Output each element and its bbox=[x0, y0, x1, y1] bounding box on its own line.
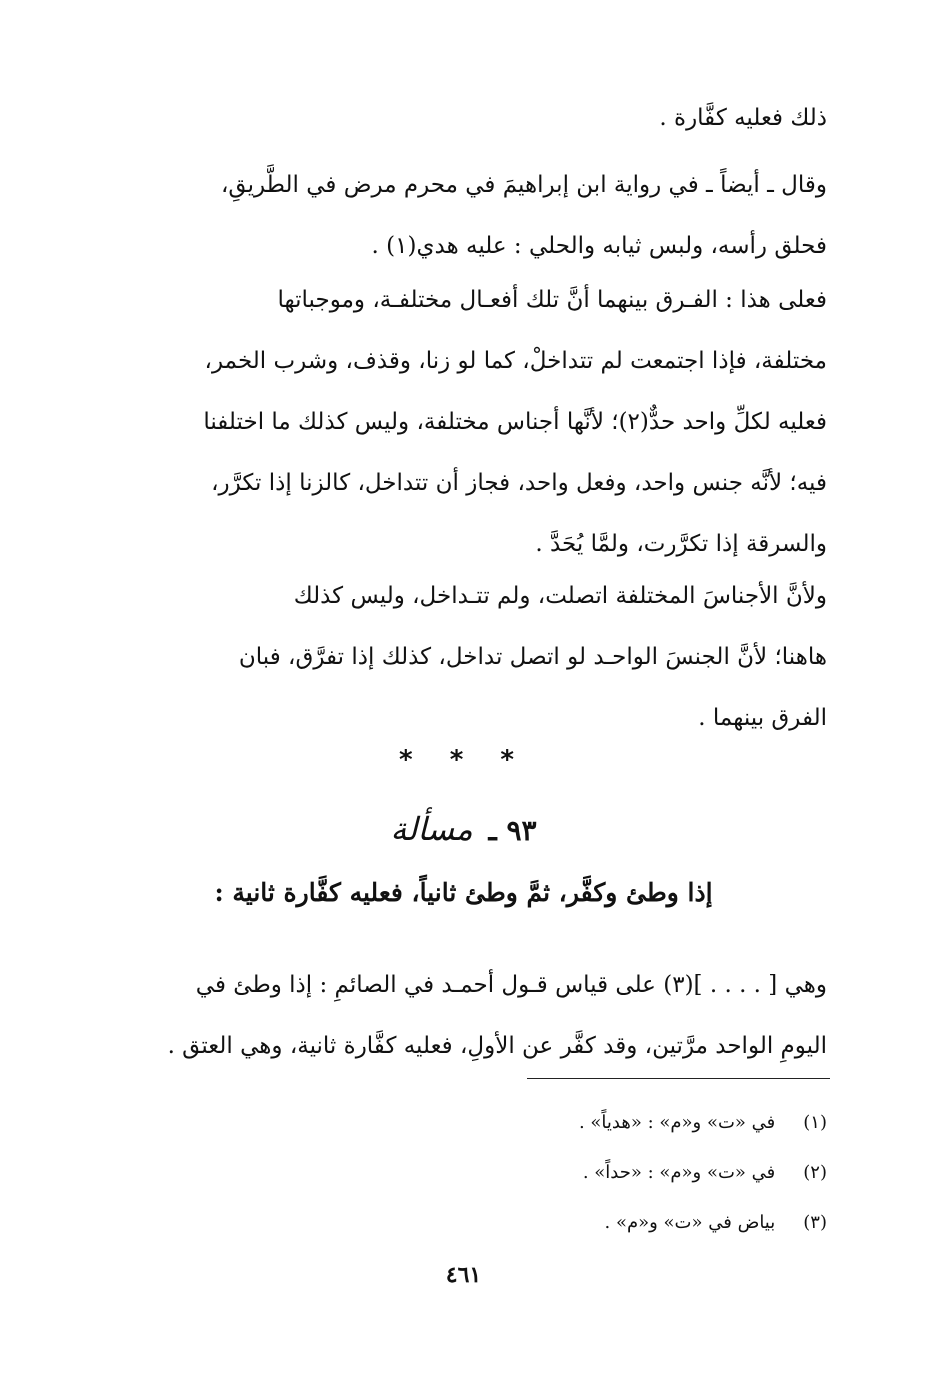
footnote-3 bbox=[100, 1198, 827, 1248]
paragraph-2 bbox=[100, 155, 827, 277]
text-line: وقال ـ أيضاً ـ في رواية ابن إبراهيمَ في محرم مرض في الطَّريقِ، bbox=[220, 172, 827, 198]
text-line: الفرق بينهما . bbox=[698, 705, 827, 731]
issue-title: إذا وطئ وكفَّر، ثمَّ وطئ ثانياً، فعليه كفَّارة ثانية : bbox=[214, 878, 713, 907]
section-separator: * * * bbox=[399, 745, 528, 775]
paragraph-1 bbox=[100, 88, 827, 149]
footnote-text: بياض في «ت» و«م» . bbox=[604, 1212, 776, 1233]
footnote-2 bbox=[100, 1148, 827, 1198]
footnote-divider bbox=[527, 1078, 830, 1079]
text-line: فيه؛ لأنَّه جنس واحد، وفعل واحد، فجاز أن تتداخل، كالزنا إذا تكرَّر، bbox=[211, 470, 827, 496]
text-line: فحلق رأسه، ولبس ثيابه والحلي : عليه هدي(١) . bbox=[371, 233, 827, 259]
footnote-number: (١) bbox=[803, 1112, 827, 1133]
paragraph-5 bbox=[100, 955, 827, 1077]
footnote-number: (٣) bbox=[803, 1212, 827, 1233]
issue-number: ٩٣ ـ bbox=[488, 814, 537, 847]
footnote-1 bbox=[100, 1098, 827, 1148]
issue-word: مسألة bbox=[390, 810, 473, 848]
footnotes bbox=[100, 1098, 827, 1248]
page-number: ٤٦١ bbox=[445, 1262, 482, 1288]
paragraph-4 bbox=[100, 566, 827, 749]
text-line: فعلى هذا : الفـرق بينهما أنَّ تلك أفعـال مختلفـة، وموجباتها bbox=[277, 287, 827, 313]
text-line: ذلك فعليه كفَّارة . bbox=[659, 105, 827, 131]
text-line: والسرقة إذا تكرَّرت، ولمَّا يُحَدَّ . bbox=[535, 531, 827, 557]
text-line: وهي [ . . . . ](٣) على قياس قـول أحمـد في الصائمِ : إذا وطئ في bbox=[195, 972, 827, 998]
footnote-text: في «ت» و«م» : «حداً» . bbox=[582, 1162, 776, 1183]
paragraph-3 bbox=[100, 270, 827, 575]
text-line: مختلفة، فإذا اجتمعت لم تتداخلْ، كما لو زنا، وقذف، وشرب الخمر، bbox=[204, 348, 827, 374]
footnote-text: في «ت» و«م» : «هدياً» . bbox=[578, 1112, 776, 1133]
text-line: ولأنَّ الأجناسَ المختلفة اتصلت، ولم تتـداخل، وليس كذلك bbox=[293, 583, 827, 609]
text-line: هاهنا؛ لأنَّ الجنسَ الواحـد لو اتصل تداخل، كذلك إذا تفرَّق، فبان bbox=[238, 644, 827, 670]
issue-heading bbox=[0, 810, 927, 848]
text-line: فعليه لكلِّ واحد حدٌّ(٢)؛ لأنَّها أجناس مختلفة، وليس كذلك ما اختلفنا bbox=[203, 409, 827, 435]
text-line: اليومِ الواحد مرَّتين، وقد كفَّر عن الأولِ، فعليه كفَّارة ثانية، وهي العتق . bbox=[167, 1033, 827, 1059]
footnote-number: (٢) bbox=[803, 1162, 827, 1183]
